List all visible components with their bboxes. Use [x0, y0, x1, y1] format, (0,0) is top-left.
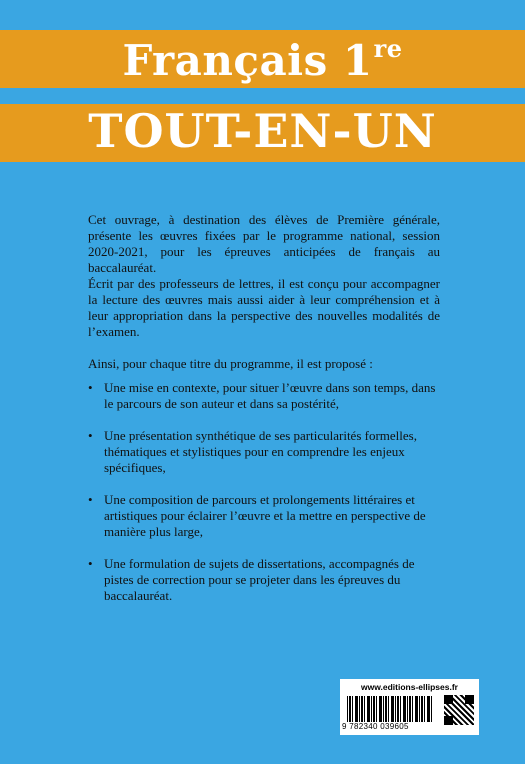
intro-paragraph-3: Ainsi, pour chaque titre du programme, il est proposé :: [88, 356, 373, 371]
barcode-label: [340, 679, 479, 735]
barcode-icon: [347, 696, 433, 722]
list-item: • Une présentation synthétique de ses particularités formelles, thématiques et stylistiques pour en comprendre les enjeux spécifiques,: [88, 428, 417, 475]
list-item: • Une composition de parcours et prolongements littéraires et artistiques pour éclairer l’œuvre et la mettre en perspective de manière plus large,: [88, 492, 426, 539]
bullet-icon: •: [88, 492, 93, 507]
bullet-list: [88, 380, 440, 604]
book-subtitle: TOUT-EN-UN: [88, 104, 437, 158]
intro-paragraph-2: Écrit par des professeurs de lettres, il est conçu pour accompagner la lecture des œuvres mais aussi aider à leur compréhension et à leur appropriation dans la perspective des nouvelles modalités de l’examen.: [88, 276, 440, 339]
list-item: • Une mise en contexte, pour situer l’œuvre dans son temps, dans le parcours de son auteur et dans sa postérité,: [88, 380, 436, 411]
title-superscript: re: [373, 34, 403, 63]
publisher-url: www.editions-ellipses.fr: [361, 682, 458, 692]
bullet-icon: •: [88, 380, 93, 395]
bullet-icon: •: [88, 556, 93, 571]
qr-code-icon: [444, 695, 474, 725]
list-item: • Une formulation de sujets de dissertations, accompagnés de pistes de correction pour se projeter dans les épreuves du baccalauréat.: [88, 556, 415, 603]
intro-paragraph-1: Cet ouvrage, à destination des élèves de Première générale, présente les œuvres fixées par le programme national, session 2020-2021, pour les épreuves anticipées de français au baccalauréat.: [88, 212, 440, 275]
isbn-number: 9 782340 039605: [342, 722, 409, 731]
book-title: Français 1re: [122, 34, 403, 85]
back-cover-text: [88, 212, 440, 620]
bullet-icon: •: [88, 428, 93, 443]
